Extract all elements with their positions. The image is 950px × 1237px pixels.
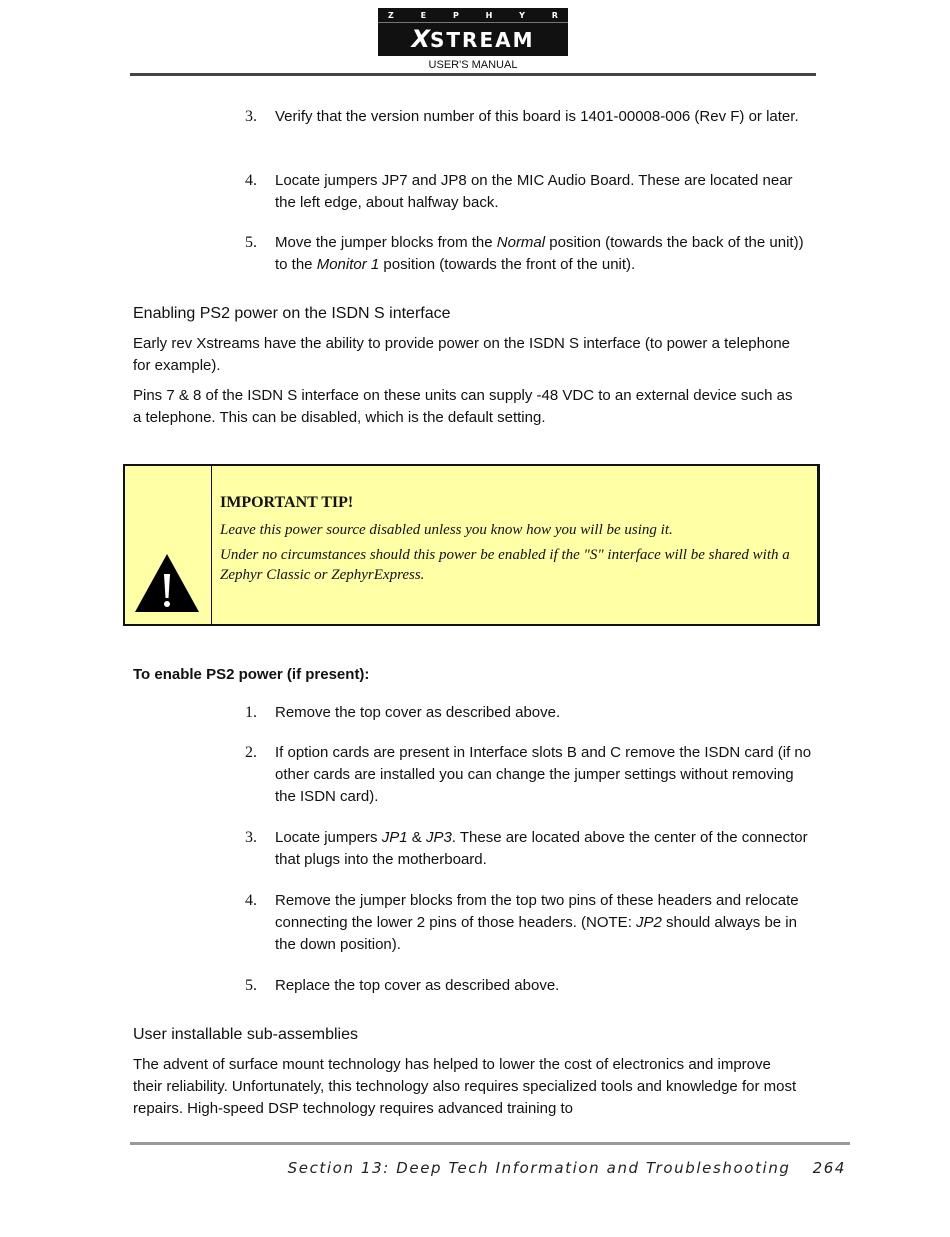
warning-triangle-icon [133,552,201,614]
procedure-label: To enable PS2 power (if present): [133,666,370,683]
list-item: 3. Locate jumpers JP1 & JP3. These are located above the center of the connector that plugs into the motherboard. [245,829,808,868]
paragraph: Early rev Xstreams have the ability to provide power on the ISDN S interface (to power a telephone for example). [133,335,791,374]
logo-wordmark: XSTREAM [411,25,535,53]
list-item: 3. Verify that the version number of this board is 1401-00008-006 (Rev F) or later. [245,108,799,125]
tip-line: Under no circumstances should this power be enabled if the "S" interface will be shared with a Zephyr Classic or ZephyrExpress. [220,547,790,583]
footer-rule [130,1142,850,1145]
list-item: 5. Replace the top cover as described above. [245,977,560,994]
header-rule [130,73,816,76]
logo-brand-letters: Z E P H Y R [388,11,558,20]
section-heading: User installable sub-assemblies [133,1026,358,1043]
list-item: 2. If option cards are present in Interface slots B and C remove the ISDN card (if no other cards are installed you can change the jumper settings without removing the ISDN card). [245,744,812,805]
tip-line: Leave this power source disabled unless you know how you will be using it. [220,522,673,538]
important-tip-box [123,464,820,626]
list-item: 4. Remove the jumper blocks from the top two pins of these headers and relocate connecting the lower 2 pins of those headers. (NOTE: JP2 should always be in the down position). [245,892,799,953]
logo-divider [378,22,568,23]
manual-caption: USER'S MANUAL [428,59,518,71]
list-item: 1. Remove the top cover as described above. [245,704,561,721]
footer-section-title: Section 13: Deep Tech Information and Troubleshooting [287,1159,791,1177]
paragraph: The advent of surface mount technology has helped to lower the cost of electronics and improve their reliability. Unfortunately, this technology also requires specialized tools and knowledge for most repairs. High-speed DSP technology requires advanced training to [133,1056,797,1117]
list-item: 5. Move the jumper blocks from the Normal position (towards the back of the unit)) to the Monitor 1 position (towards the front of the unit). [245,234,804,273]
zephyr-xstream-logo [378,8,568,56]
page-number: 264 [812,1159,846,1177]
list-item: 4. Locate jumpers JP7 and JP8 on the MIC Audio Board. These are located near the left edge, about halfway back. [245,172,793,211]
page-footer [288,1159,846,1177]
paragraph: Pins 7 & 8 of the ISDN S interface on these units can supply -48 VDC to an external device such as a telephone. This can be disabled, which is the default setting. [133,387,793,426]
section-heading: Enabling PS2 power on the ISDN S interface [133,305,451,322]
tip-title: IMPORTANT TIP! [220,494,354,511]
tip-divider [211,466,212,624]
